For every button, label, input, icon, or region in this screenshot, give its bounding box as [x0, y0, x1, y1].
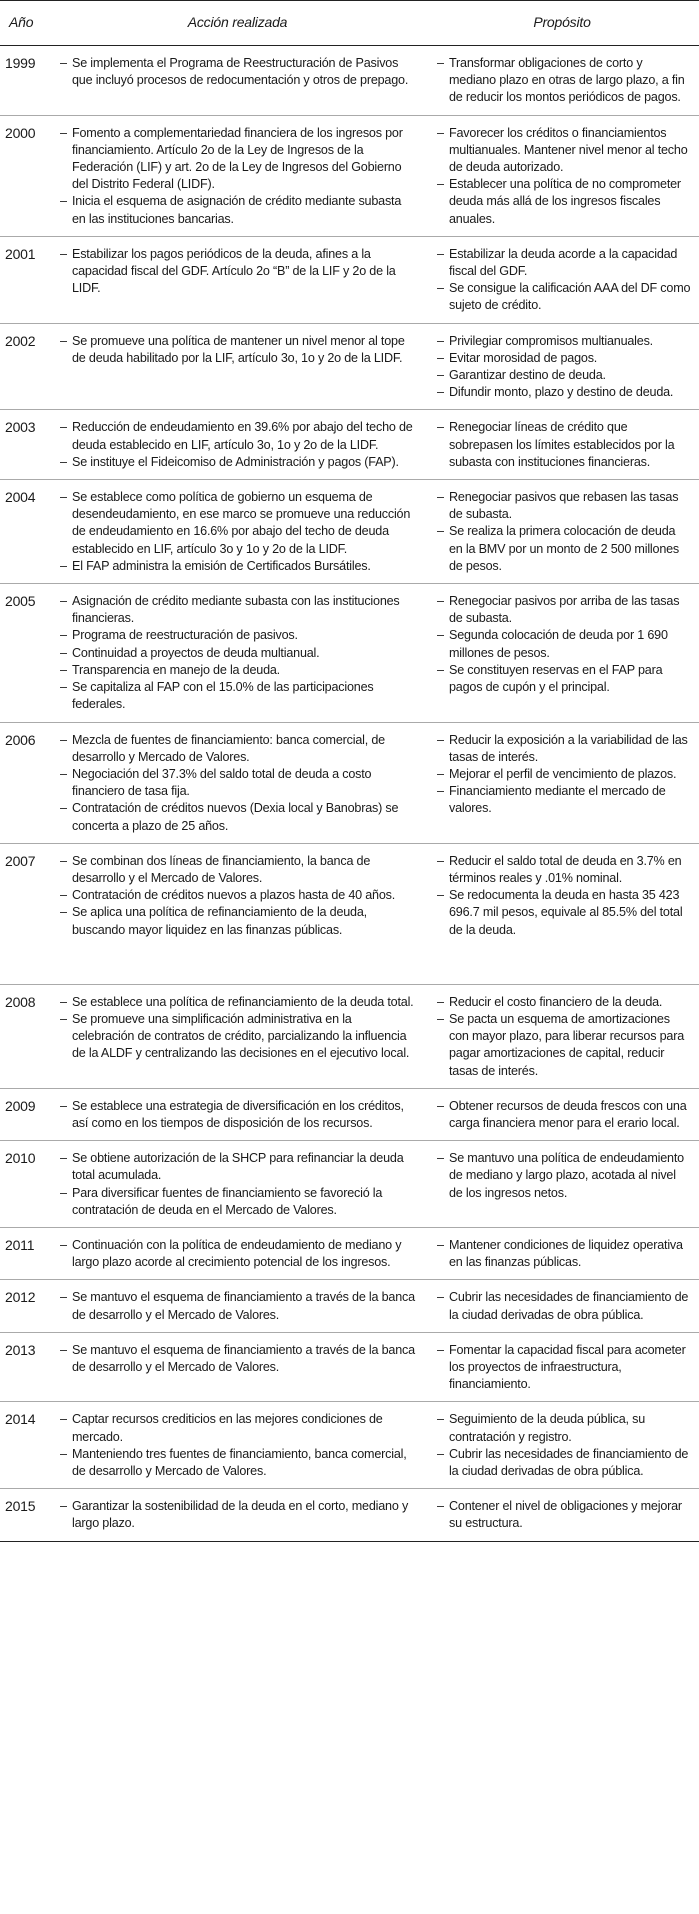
action-item: – Se establece una estrategia de diversificación en los créditos, así como en los tiempos de disposición de los recursos. [60, 1098, 417, 1132]
year-cell: 2006 [5, 731, 36, 748]
action-item: – Contratación de créditos nuevos (Dexia local y Banobras) se concerta a plazo de 25 años. [60, 800, 417, 834]
purpose-cell [425, 722, 699, 843]
purpose-item: – Evitar morosidad de pagos. [437, 350, 691, 367]
table-row [0, 843, 699, 984]
year-cell: 2012 [5, 1289, 36, 1306]
purpose-item: – Cubrir las necesidades de financiamiento de la ciudad derivadas de obra pública. [437, 1289, 691, 1323]
table-row [0, 584, 699, 722]
action-item: – Garantizar la sostenibilidad de la deuda en el corto, mediano y largo plazo. [60, 1498, 417, 1532]
action-cell [50, 843, 425, 984]
action-item: – Continuación con la política de endeudamiento de mediano y largo plazo acorde al crecimiento potencial de los ingresos. [60, 1237, 417, 1271]
purpose-item: – Renegociar pasivos que rebasen las tasas de subasta. [437, 489, 691, 523]
year-cell: 2001 [5, 245, 36, 262]
action-item: – Manteniendo tres fuentes de financiamiento, banca comercial, de desarrollo y Mercado de Valores. [60, 1446, 417, 1480]
year-cell: 2005 [5, 593, 36, 610]
action-cell [50, 722, 425, 843]
purpose-item: – Garantizar destino de deuda. [437, 367, 691, 384]
action-cell [50, 46, 425, 116]
purpose-cell [425, 410, 699, 480]
purpose-cell [425, 584, 699, 722]
purpose-item: – Favorecer los créditos o financiamientos multianuales. Mantener nivel menor al techo de deuda autorizado. [437, 125, 691, 177]
action-cell [50, 984, 425, 1088]
action-cell [50, 1227, 425, 1279]
action-cell [50, 584, 425, 722]
purpose-cell [425, 1280, 699, 1332]
purpose-cell [425, 984, 699, 1088]
action-item: – Se instituye el Fideicomiso de Administración y pagos (FAP). [60, 454, 417, 471]
table-row [0, 1280, 699, 1332]
year-cell: 2011 [5, 1236, 35, 1253]
purpose-cell [425, 1141, 699, 1228]
table-row [0, 1402, 699, 1489]
action-item: – Programa de reestructuración de pasivos. [60, 627, 417, 644]
action-item: – Estabilizar los pagos periódicos de la deuda, afines a la capacidad fiscal del GDF. Artículo 2o “B” de la LIF y 2o de la LIDF. [60, 246, 417, 298]
purpose-cell [425, 480, 699, 584]
action-item: – Se mantuvo el esquema de financiamiento a través de la banca de desarrollo y el Mercado de Valores. [60, 1289, 417, 1323]
action-item: – Se establece una política de refinanciamiento de la deuda total. [60, 994, 417, 1011]
table-row [0, 410, 699, 480]
action-item: – Negociación del 37.3% del saldo total de deuda a costo financiero de tasa fija. [60, 766, 417, 800]
action-cell [50, 1088, 425, 1140]
purpose-item: – Cubrir las necesidades de financiamiento de la ciudad derivadas de obra pública. [437, 1446, 691, 1480]
action-cell [50, 1402, 425, 1489]
table-row [0, 1088, 699, 1140]
purpose-item: – Mantener condiciones de liquidez operativa en las finanzas públicas. [437, 1237, 691, 1271]
action-item: – Contratación de créditos nuevos a plazos hasta de 40 años. [60, 887, 417, 904]
action-cell [50, 1141, 425, 1228]
year-cell: 2014 [5, 1411, 36, 1428]
action-item: – Se aplica una política de refinanciamiento de la deuda, buscando mayor liquidez en las finanzas públicas. [60, 904, 417, 938]
purpose-item: – Obtener recursos de deuda frescos con una carga financiera menor para el erario local. [437, 1098, 691, 1132]
purpose-cell [425, 236, 699, 323]
action-item: – Captar recursos crediticios en las mejores condiciones de mercado. [60, 1411, 417, 1445]
table-row [0, 984, 699, 1088]
purpose-item: – Mejorar el perfil de vencimiento de plazos. [437, 766, 691, 783]
purpose-item: – Difundir monto, plazo y destino de deuda. [437, 384, 691, 401]
purpose-cell [425, 323, 699, 410]
action-cell [50, 480, 425, 584]
table-body [0, 46, 699, 1542]
table-row [0, 1227, 699, 1279]
header-purpose: Propósito [425, 1, 699, 46]
action-item: – Se promueve una simplificación administrativa en la celebración de contratos de crédito, parcializando la influencia de la ALDF y centralizando las decisiones en el ejecutivo local. [60, 1011, 417, 1063]
purpose-item: – Estabilizar la deuda acorde a la capacidad fiscal del GDF. [437, 246, 691, 280]
action-cell [50, 323, 425, 410]
action-item: – Se promueve una política de mantener un nivel menor al tope de deuda habilitado por la LIF, artículo 3o, 1o y 2o de la LIDF. [60, 333, 417, 367]
purpose-item: – Fomentar la capacidad fiscal para acometer los proyectos de infraestructura, financiamiento. [437, 1342, 691, 1394]
table-row [0, 236, 699, 323]
purpose-item: – Se redocumenta la deuda en hasta 35 423 696.7 mil pesos, equivale al 85.5% del total de la deuda. [437, 887, 691, 939]
header-year: Año [0, 1, 50, 46]
table-row [0, 323, 699, 410]
purpose-item: – Contener el nivel de obligaciones y mejorar su estructura. [437, 1498, 691, 1532]
purpose-item: – Transformar obligaciones de corto y mediano plazo en otras de largo plazo, a fin de reducir los montos periódicos de pagos. [437, 55, 691, 107]
action-cell [50, 1280, 425, 1332]
year-cell: 2010 [5, 1150, 36, 1167]
purpose-cell [425, 1332, 699, 1402]
action-cell [50, 115, 425, 236]
purpose-cell [425, 115, 699, 236]
table-row [0, 1141, 699, 1228]
header-action: Acción realizada [50, 1, 425, 46]
purpose-item: – Privilegiar compromisos multianuales. [437, 333, 691, 350]
purpose-item: – Se mantuvo una política de endeudamiento de mediano y largo plazo, acotada al nivel de los ingresos netos. [437, 1150, 691, 1202]
action-item: – Inicia el esquema de asignación de crédito mediante subasta en las instituciones bancarias. [60, 193, 417, 227]
purpose-cell [425, 46, 699, 116]
action-item: – Fomento a complementariedad financiera de los ingresos por financiamiento. Artículo 2o de la Ley de Ingresos de la Federación (LIF) y art. 2o de la Ley de Ingresos del Gobierno del Distrito Federal (LIDF). [60, 125, 417, 194]
action-item: – Transparencia en manejo de la deuda. [60, 662, 417, 679]
purpose-item: – Segunda colocación de deuda por 1 690 millones de pesos. [437, 627, 691, 661]
year-cell: 2003 [5, 419, 36, 436]
action-item: – El FAP administra la emisión de Certificados Bursátiles. [60, 558, 417, 575]
action-item: – Se obtiene autorización de la SHCP para refinanciar la deuda total acumulada. [60, 1150, 417, 1184]
purpose-item: – Se realiza la primera colocación de deuda en la BMV por un monto de 2 500 millones de pesos. [437, 523, 691, 575]
purpose-item: – Se consigue la calificación AAA del DF como sujeto de crédito. [437, 280, 691, 314]
purpose-item: – Se constituyen reservas en el FAP para pagos de cupón y el principal. [437, 662, 691, 696]
table-row [0, 46, 699, 116]
year-cell: 2015 [5, 1498, 36, 1515]
action-cell [50, 410, 425, 480]
action-item: – Se establece como política de gobierno un esquema de desendeudamiento, en ese marco se promueve una reducción de endeudamiento en 16.6% por abajo del techo de deuda establecido en LIF, artículo 3o y 1o y 2o de la LIDF. [60, 489, 417, 558]
table-row [0, 480, 699, 584]
purpose-cell [425, 1227, 699, 1279]
action-item: – Reducción de endeudamiento en 39.6% por abajo del techo de deuda establecido en LIF, artículo 3o, 1o y 2o de la LIDF. [60, 419, 417, 453]
year-cell: 2008 [5, 993, 36, 1010]
purpose-cell [425, 1402, 699, 1489]
purpose-cell [425, 1088, 699, 1140]
purpose-item: – Reducir la exposición a la variabilidad de las tasas de interés. [437, 732, 691, 766]
action-item: – Asignación de crédito mediante subasta con las instituciones financieras. [60, 593, 417, 627]
action-cell [50, 1489, 425, 1541]
action-item: – Se capitaliza al FAP con el 15.0% de las participaciones federales. [60, 679, 417, 713]
year-cell: 2007 [5, 852, 36, 869]
action-item: – Se combinan dos líneas de financiamiento, la banca de desarrollo y el Mercado de Valores. [60, 853, 417, 887]
purpose-item: – Renegociar pasivos por arriba de las tasas de subasta. [437, 593, 691, 627]
action-cell [50, 1332, 425, 1402]
year-cell: 1999 [5, 55, 36, 71]
action-item: – Mezcla de fuentes de financiamiento: banca comercial, de desarrollo y Mercado de Valores. [60, 732, 417, 766]
table-row [0, 1332, 699, 1402]
purpose-item: – Reducir el saldo total de deuda en 3.7% en términos reales y .01% nominal. [437, 853, 691, 887]
purpose-item: – Financiamiento mediante el mercado de valores. [437, 783, 691, 817]
year-cell: 2004 [5, 489, 36, 506]
year-cell: 2000 [5, 124, 36, 141]
year-cell: 2013 [5, 1341, 36, 1358]
purpose-item: – Renegociar líneas de crédito que sobrepasen los límites establecidos por la subasta con instituciones financieras. [437, 419, 691, 471]
year-cell: 2002 [5, 332, 36, 349]
table-row [0, 115, 699, 236]
action-item: – Continuidad a proyectos de deuda multianual. [60, 645, 417, 662]
action-item: – Para diversificar fuentes de financiamiento se favoreció la contratación de deuda en el Mercado de Valores. [60, 1185, 417, 1219]
purpose-item: – Seguimiento de la deuda pública, su contratación y registro. [437, 1411, 691, 1445]
table-header [0, 1, 699, 46]
purpose-cell [425, 843, 699, 984]
table-row [0, 722, 699, 843]
action-item: – Se mantuvo el esquema de financiamiento a través de la banca de desarrollo y el Mercado de Valores. [60, 1342, 417, 1376]
action-item: – Se implementa el Programa de Reestructuración de Pasivos que incluyó procesos de redocumentación y otros de prepago. [60, 55, 417, 89]
purpose-item: – Se pacta un esquema de amortizaciones con mayor plazo, para liberar recursos para pagar amortizaciones de capital, reducir tasas de interés. [437, 1011, 691, 1080]
purpose-item: – Reducir el costo financiero de la deuda. [437, 994, 691, 1011]
table-row [0, 1489, 699, 1541]
purpose-cell [425, 1489, 699, 1541]
action-cell [50, 236, 425, 323]
year-cell: 2009 [5, 1097, 36, 1114]
purpose-item: – Establecer una política de no comprometer deuda más allá de los ingresos fiscales anuales. [437, 176, 691, 228]
